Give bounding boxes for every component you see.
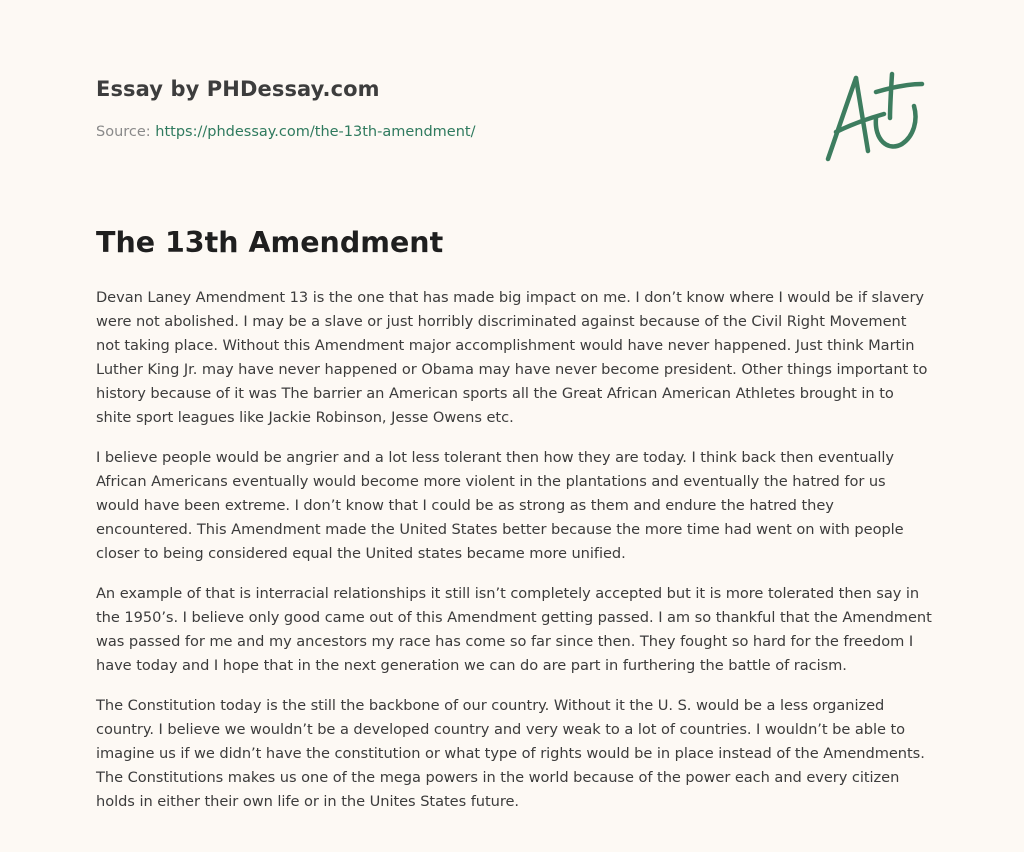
essay-paragraph: The Constitution today is the still the backbone of our country. Without it the U. S. would be a less organized country. I believe we wouldn’t be a developed country and very weak to a lot of countries. I wouldn’t be able to imagine us if we didn’t have the constitution or what type of rights would be in place instead of the Amendments. The Constitutions makes us one of the mega powers in the world because of the power each and every citizen holds in either their own life or in the Unites States future. [96,697,925,810]
a-plus-grade-icon [822,66,928,166]
source-label: Source: [96,124,156,140]
essay-paragraph: An example of that is interracial relationships it still isn’t completely accepted but it is more tolerated then say in the 1950’s. I believe only good came out of this Amendment getting passed. I am so thankful that the Amendment was passed for me and my ancestors my race has come so far since then. They fought so hard for the freedom I have today and I hope that in the next generation we can do are part in furthering the battle of racism. [96,585,932,674]
essay-page [96,0,936,852]
essay-paragraph: Devan Laney Amendment 13 is the one that has made big impact on me. I don’t know where I would be if slavery were not abolished. I may be a slave or just horribly discriminated against because of the Civil Right Movement not taking place. Without this Amendment major accomplishment would have never happened. Just think Martin Luther King Jr. may have never happened or Obama may have never become president. Other things important to history because of it was The barrier an American sports all the Great African American Athletes brought in to shite sport leagues like Jackie Robinson, Jesse Owens etc. [96,289,928,426]
essay-title: The 13th Amendment [96,226,444,259]
essay-paragraph: I believe people would be angrier and a lot less tolerant then how they are today. I think back then eventually African Americans eventually would become more violent in the plantations and eventually the hatred for us would have been extreme. I don’t know that I could be as strong as them and endure the hatred they encountered. This Amendment made the United States better because the more time had went on with people closer to being considered equal the United states became more unified. [96,449,904,562]
source-line [96,124,475,140]
source-link[interactable]: https://phdessay.com/the-13th-amendment/ [155,124,476,140]
site-brand: Essay by PHDessay.com [96,77,380,101]
essay-body [96,286,932,830]
